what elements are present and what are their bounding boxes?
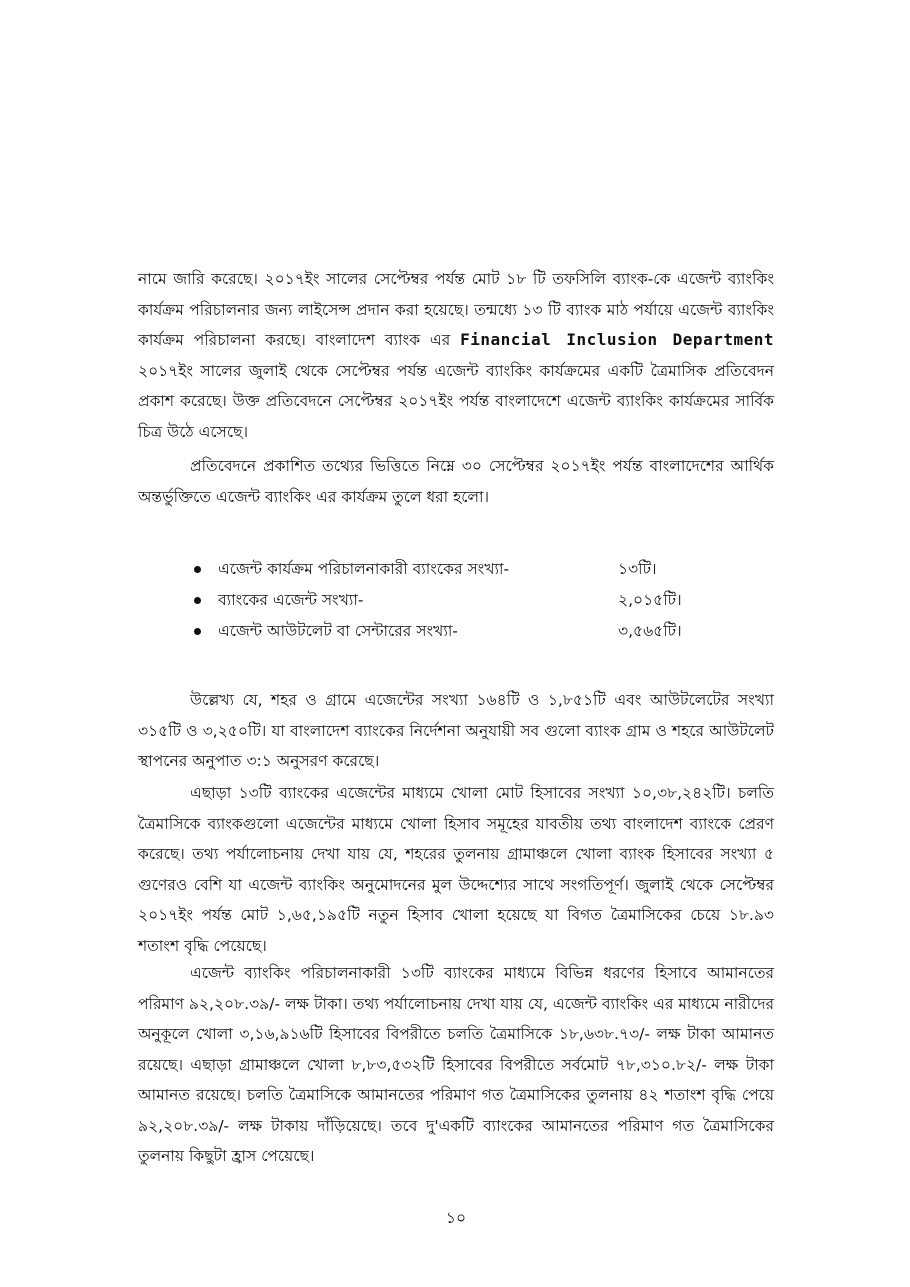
department-name: Financial Inclusion Department [460,330,774,349]
stat-label: ব্যাংকের এজেন্ট সংখ্যা- [218,591,364,609]
list-item [194,554,774,585]
list-item [194,616,774,647]
stat-label: এজেন্ট আউটলেট বা সেন্টারের সংখ্যা- [218,622,458,640]
bullet-icon [194,597,201,604]
stat-label: এজেন্ট কার্যক্রম পরিচালনাকারী ব্যাংকের সংখ্যা- [218,560,510,578]
page-number: ১০ [445,1209,467,1227]
agents-outlets-paragraph: উল্লেখ্য যে, শহর ও গ্রামে এজেন্টের সংখ্যা ১৬৪টি ও ১,৮৫১টি এবং আউটলেটের সংখ্যা ৩১৫টি ও ৩,২৫০টি। যা বাংলাদেশ ব্যাংকের নির্দেশনা অনুযায়ী সব গুলো ব্যাংক গ্রাম ও শহরে আউটলেট স্থাপনের অনুপাত ৩:১ অনুসরণ করেছে। [138,691,774,770]
summary-intro-paragraph: প্রতিবেদনে প্রকাশিত তথ্যের ভিত্তিতে নিম্নে ৩০ সেপ্টেম্বর ২০১৭ইং পর্যন্ত বাংলাদেশের আর্থিক অন্তর্ভুক্তিতে এজেন্ট ব্যাংকিং এর কার্যক্রম তুলে ধরা হলো। [138,457,774,506]
stats-list [194,554,774,647]
bullet-icon [194,628,201,635]
intro-paragraph [138,264,774,447]
list-item [194,585,774,616]
intro-text-part1: নামে জারি করেছে। ২০১৭ইং সালের সেপ্টেম্বর পর্যন্ত মোট ১৮ টি তফসিলি ব্যাংক-কে এজেন্ট ব্যাংকিং কার্যক্রম পরিচালনার জন্য লাইসেন্স প্রদান করা হয়েছে। তন্মধ্যে ১৩ টি ব্যাংক মাঠ পর্যায়ে এজেন্ট ব্যাংকিং কার্যক্রম পরিচালনা করছে। বাংলাদেশ ব্যাংক এর [138,270,774,349]
bullet-icon [194,566,201,573]
stat-value: ১৩টি। [618,560,657,578]
accounts-paragraph: এছাড়া ১৩টি ব্যাংকের এজেন্টের মাধ্যমে খোলা মোট হিসাবের সংখ্যা ১০,৩৮,২৪২টি। চলতি ত্রৈমাসিকে ব্যাংকগুলো এজেন্টের মাধ্যমে খোলা হিসাব সমূহের যাবতীয় তথ্য বাংলাদেশ ব্যাংকে প্রেরণ করেছে। তথ্য পর্যালোচনায় দেখা যায় যে, শহরের তুলনায় গ্রামাঞ্চলে খোলা ব্যাংক হিসাবের সংখ্যা ৫ গুণেরও বেশি যা এজেন্ট ব্যাংকিং অনুমোদনের মুল উদ্দেশ্যের সাথে সংগতিপূর্ণ। জুলাই থেকে সেপ্টেম্বর ২০১৭ইং পর্যন্ত মোট ১,৬৫,১৯৫টি নতুন হিসাব খোলা হয়েছে যা বিগত ত্রৈমাসিকের চেয়ে ১৮.৯৩ শতাংশ বৃদ্ধি পেয়েছে। [138,784,774,955]
stat-value: ২,০১৫টি। [618,591,682,609]
stat-value: ৩,৫৬৫টি। [618,622,682,640]
intro-text-part2: ২০১৭ইং সালের জুলাই থেকে সেপ্টেম্বর পর্যন্ত এজেন্ট ব্যাংকিং কার্যক্রমের একটি ত্রৈমাসিক প্রতিবেদন প্রকাশ করেছে। উক্ত প্রতিবেদনে সেপ্টেম্বর ২০১৭ইং পর্যন্ত বাংলাদেশে এজেন্ট ব্যাংকিং কার্যক্রমের সার্বিক চিত্র উঠে এসেছে। [138,361,774,441]
deposits-paragraph: এজেন্ট ব্যাংকিং পরিচালনাকারী ১৩টি ব্যাংকের মাধ্যমে বিভিন্ন ধরণের হিসাবে আমানতের পরিমাণ ৯২,২০৮.৩৯/- লক্ষ টাকা। তথ্য পর্যালোচনায় দেখা যায় যে, এজেন্ট ব্যাংকিং এর মাধ্যমে নারীদের অনুকূলে খোলা ৩,১৬,৯১৬টি হিসাবের বিপরীতে চলতি ত্রৈমাসিকে ১৮,৬৩৮.৭৩/- লক্ষ টাকা আমানত রয়েছে। এছাড়া গ্রামাঞ্চলে খোলা ৮,৮৩,৫৩২টি হিসাবের বিপরীতে সর্বমোট ৭৮,৩১০.৮২/- লক্ষ টাকা আমানত রয়েছে। চলতি ত্রৈমাসিকে আমানতের পরিমাণ গত ত্রৈমাসিকের তুলনায় ৪২ শতাংশ বৃদ্ধি পেয়ে ৯২,২০৮.৩৯/- লক্ষ টাকায় দাঁড়িয়েছে। তবে দু'একটি ব্যাংকের আমানতের পরিমাণ গত ত্রৈমাসিকের তুলনায় কিছুটা হ্রাস পেয়েছে। [138,964,774,1165]
document-page [138,0,774,1287]
